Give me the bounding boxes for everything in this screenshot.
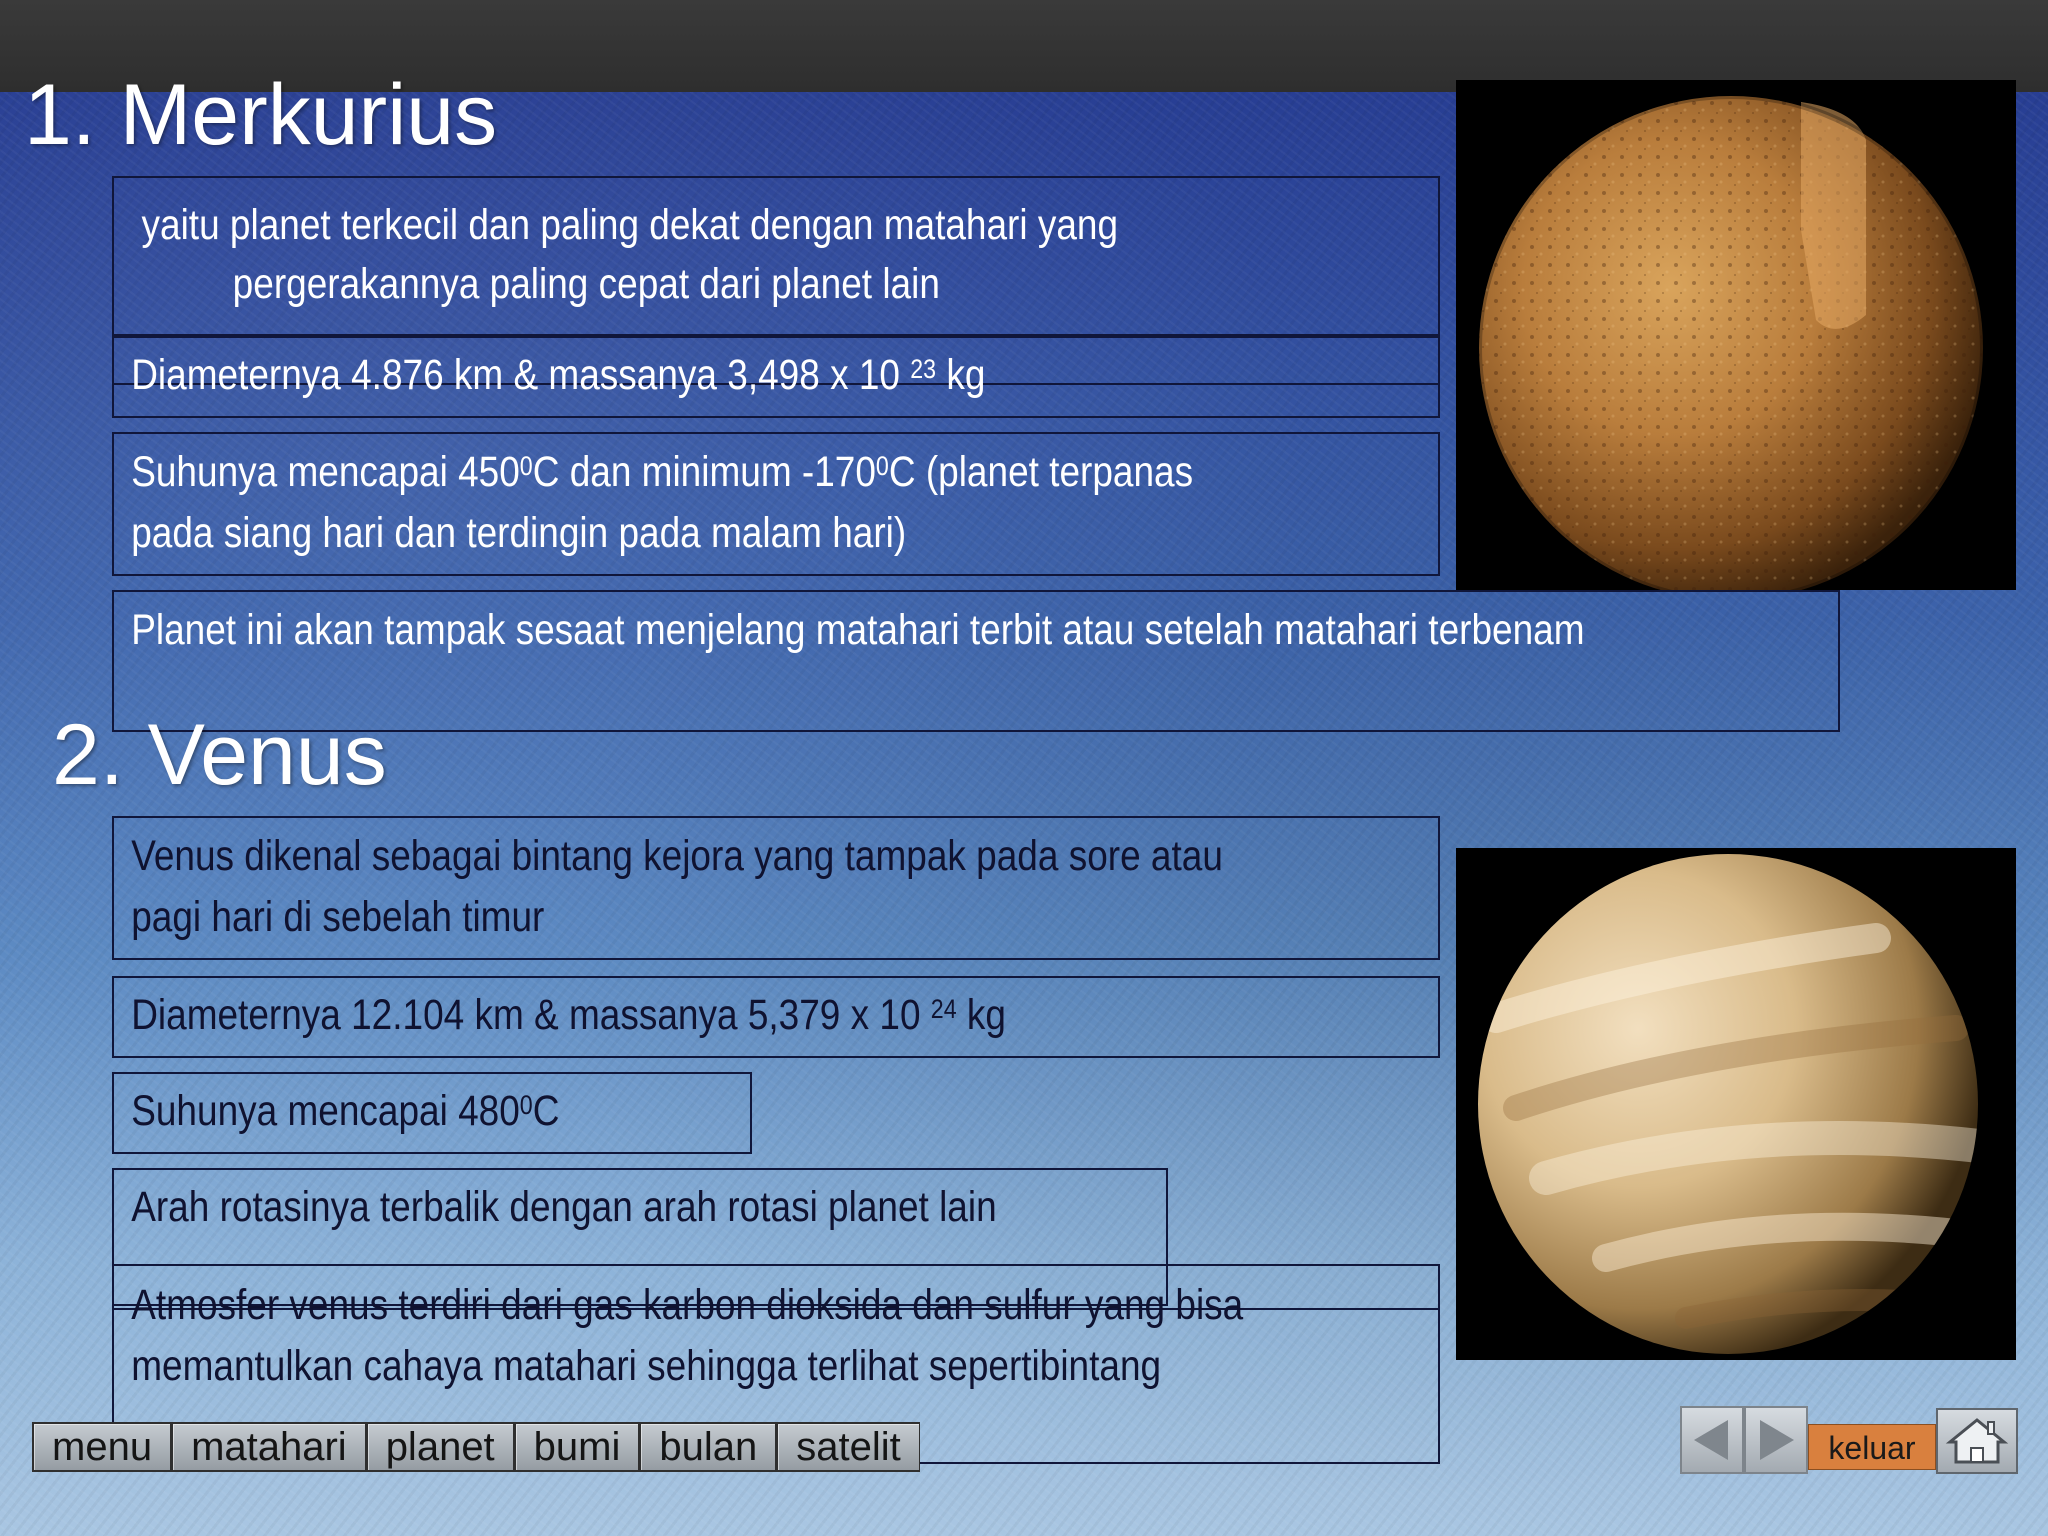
merkurius-visibility-text: Planet ini akan tampak sesaat menjelang matahari terbit atau setelah matahari terbenam [131, 606, 1585, 654]
nav-satelit-button[interactable]: satelit [776, 1422, 920, 1472]
merkurius-temperature-box [112, 432, 1440, 576]
venus-description-line-2: pagi hari di sebelah timur [131, 893, 545, 941]
venus-atmosphere-line-2: memantulkan cahaya matahari sehingga terlihat sepertibintang [131, 1342, 1162, 1390]
mercury-image [1456, 80, 2016, 590]
mercury-planet-svg [1456, 80, 2016, 590]
venus-planet-svg [1456, 848, 2016, 1360]
venus-diameter-box [112, 976, 1440, 1058]
house-icon [1938, 1410, 2016, 1472]
triangle-right-icon [1746, 1408, 1806, 1472]
venus-rotation-text: Arah rotasinya terbalik dengan arah rotasi planet lain [131, 1183, 997, 1231]
triangle-left-icon [1682, 1408, 1742, 1472]
merkurius-description-box [112, 176, 1440, 336]
venus-heading: 2. Venus [52, 707, 387, 803]
exit-button[interactable]: keluar [1808, 1424, 1936, 1470]
venus-temperature-text: Suhunya mencapai $480^0C$ [131, 1087, 560, 1135]
venus-temperature-box [112, 1072, 752, 1154]
nav-matahari-button[interactable]: matahari [171, 1422, 366, 1472]
venus-description-line-1: Venus dikenal sebagai bintang kejora yang tampak pada sore atau [131, 832, 1223, 880]
merkurius-description-line-2: pergerakannya paling cepat dari planet lain [232, 260, 940, 308]
venus-diameter-text: Diameternya 12.104 km & massanya 5,379 x 10 $^{24}$ kg [131, 991, 1006, 1039]
merkurius-temperature-line-1: Suhunya mencapai $450^0C$ dan minimum $-170^0C$ (planet terpanas [131, 448, 1194, 496]
venus-image [1456, 848, 2016, 1360]
venus-description-box [112, 816, 1440, 960]
venus-atmosphere-line-1: Atmosfer venus terdiri dari gas karbon dioksida dan sulfur yang bisa [131, 1281, 1244, 1329]
prev-button[interactable] [1680, 1406, 1744, 1474]
nav-menu-button[interactable]: menu [32, 1422, 171, 1472]
merkurius-description-line-1: yaitu planet terkecil dan paling dekat dengan matahari yang [141, 201, 1119, 249]
merkurius-diameter-text: Diameternya 4.876 km & massanya 3,498 x 10 $^{23}$ kg [131, 351, 986, 399]
nav-bulan-button[interactable]: bulan [639, 1422, 776, 1472]
next-button[interactable] [1744, 1406, 1808, 1474]
merkurius-diameter-box [112, 336, 1440, 418]
home-button[interactable] [1936, 1408, 2018, 1474]
nav-planet-button[interactable]: planet [366, 1422, 514, 1472]
merkurius-heading: 1. Merkurius [24, 67, 498, 163]
nav-bumi-button[interactable]: bumi [514, 1422, 640, 1472]
bottom-nav [32, 1422, 920, 1472]
merkurius-temperature-line-2: pada siang hari dan terdingin pada malam hari) [131, 509, 907, 557]
